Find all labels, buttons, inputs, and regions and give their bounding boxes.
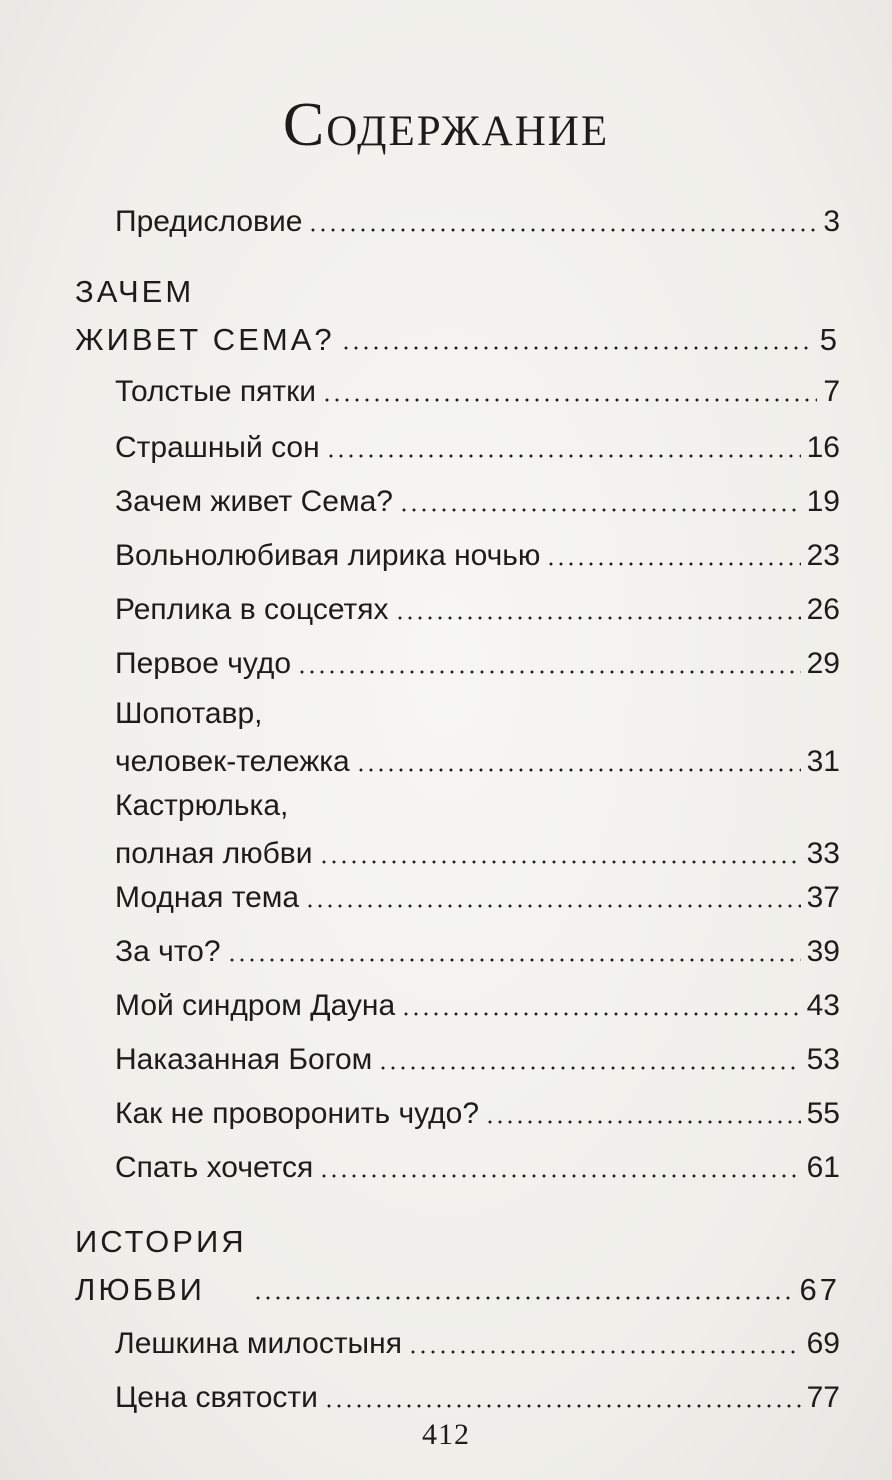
- dot-leader: [322, 397, 817, 403]
- toc-entry: [115, 874, 840, 922]
- toc-page-number: 39: [806, 935, 840, 968]
- toc-entry: [115, 368, 840, 416]
- toc-entry: [115, 532, 840, 580]
- toc-entry-title: [115, 1090, 479, 1138]
- toc-entry-line: Модная тема: [115, 881, 300, 914]
- dot-leader: [227, 957, 801, 963]
- page-title: Содержание: [282, 91, 610, 159]
- dot-leader: [401, 1011, 800, 1017]
- toc-entry-title: [115, 424, 320, 472]
- toc-entry-line: человек-тележка: [115, 745, 350, 778]
- toc-entry-line: Цена святости: [115, 1381, 318, 1414]
- toc-entry-line: полная любви: [115, 837, 313, 870]
- toc-entry-line: Первое чудо: [115, 647, 292, 680]
- toc-entry-line: Реплика в соцсетях: [115, 593, 389, 626]
- page-number: 412: [422, 1418, 470, 1451]
- toc-entry-title: [75, 268, 335, 364]
- toc-section-heading: [75, 268, 840, 364]
- toc-entry: [115, 782, 840, 878]
- toc-page-number: 26: [806, 593, 840, 626]
- toc-entry-line: Страшный сон: [115, 431, 320, 464]
- dot-leader: [485, 1119, 801, 1125]
- toc-entry-line: Кастрюлька,: [115, 789, 289, 822]
- toc-page-number: 77: [806, 1381, 840, 1414]
- toc-page-number: 33: [806, 837, 840, 870]
- toc-entry-line: За что?: [115, 935, 221, 968]
- dot-leader: [297, 669, 801, 675]
- toc-entry-title: [115, 1144, 313, 1192]
- toc-page-number: 53: [806, 1043, 840, 1076]
- dot-leader: [341, 345, 814, 351]
- toc-entry-title: [115, 478, 393, 526]
- toc-entry-title: [115, 928, 221, 976]
- toc-entry-title: [115, 782, 313, 878]
- toc-entry-title: [115, 982, 395, 1030]
- toc-page-number: 37: [806, 881, 840, 914]
- toc-entry-line: Спать хочется: [115, 1151, 314, 1184]
- toc-entry-line: Лешкина милостыня: [115, 1327, 402, 1360]
- toc-entry-title: [115, 1374, 318, 1422]
- toc-page-number: 3: [823, 205, 840, 238]
- toc-entry: [115, 928, 840, 976]
- toc-entry-title: [115, 690, 350, 786]
- dot-leader: [319, 859, 801, 865]
- toc-entry-title: [75, 1218, 247, 1314]
- toc-entry-title: [115, 874, 299, 922]
- toc-page-number: 16: [806, 431, 840, 464]
- toc-entry-line: Наказанная Богом: [115, 1043, 373, 1076]
- toc-entry-line: Шопотавр,: [115, 697, 263, 730]
- toc-entry: [115, 1320, 840, 1368]
- dot-leader: [408, 1349, 801, 1355]
- toc-entry: [115, 690, 840, 786]
- toc-entry-title: [115, 368, 316, 416]
- toc-entry-title: [115, 1320, 402, 1368]
- dot-leader: [319, 1173, 800, 1179]
- toc-page-number: 69: [806, 1327, 840, 1360]
- dot-leader: [395, 615, 801, 621]
- toc-entry-line: Зачем живет Сема?: [115, 485, 393, 518]
- toc-page-number: 5: [819, 322, 840, 357]
- toc-entry-title: [115, 586, 389, 634]
- toc-page-number: 55: [806, 1097, 840, 1130]
- toc-entry-line: Предисловие: [115, 205, 303, 238]
- toc-entry-line: ЗАЧЕМ: [75, 274, 195, 309]
- dot-leader: [308, 227, 817, 233]
- toc-entry-line: ЖИВЕТ СЕМА?: [75, 322, 335, 357]
- toc-entry-line: Толстые пятки: [115, 375, 316, 408]
- toc-entry: [115, 1090, 840, 1138]
- toc-page-number: 19: [806, 485, 840, 518]
- dot-leader: [546, 561, 800, 567]
- toc-page-number: 31: [806, 745, 840, 778]
- toc-entry-title: [115, 1036, 372, 1084]
- toc-entry: [115, 1374, 840, 1422]
- dot-leader: [326, 453, 801, 459]
- dot-leader: [324, 1403, 801, 1409]
- toc-entry: [115, 424, 840, 472]
- toc-section-heading: [75, 1218, 840, 1314]
- toc-entry: [115, 1144, 840, 1192]
- toc-page-number: 23: [806, 539, 840, 572]
- toc-entry-line: Мой синдром Дауна: [115, 989, 396, 1022]
- toc-entry-title: [115, 640, 291, 688]
- toc-entry: [115, 982, 840, 1030]
- toc-entry: [115, 586, 840, 634]
- toc-entry: [115, 478, 840, 526]
- toc-page-number: 67: [799, 1272, 840, 1307]
- dot-leader: [356, 767, 801, 773]
- toc-entry-title: [115, 532, 540, 580]
- dot-leader: [305, 903, 801, 909]
- toc-entry: [115, 1036, 840, 1084]
- toc-page-number: 7: [823, 375, 840, 408]
- toc-entry-title: [115, 198, 302, 246]
- toc-entry-line: Как не проворонить чудо?: [115, 1097, 480, 1130]
- toc-page-number: 43: [806, 989, 840, 1022]
- toc-entry-line: ИСТОРИЯ: [75, 1224, 247, 1259]
- toc-page-number: 29: [806, 647, 840, 680]
- toc-entry: [115, 640, 840, 688]
- toc-page-number: 61: [806, 1151, 840, 1184]
- toc-entry: [115, 198, 840, 246]
- dot-leader: [253, 1295, 794, 1301]
- dot-leader: [378, 1065, 800, 1071]
- toc-entry-line: ЛЮБВИ: [75, 1272, 205, 1307]
- dot-leader: [399, 507, 801, 513]
- toc-entry-line: Вольнолюбивая лирика ночью: [115, 539, 541, 572]
